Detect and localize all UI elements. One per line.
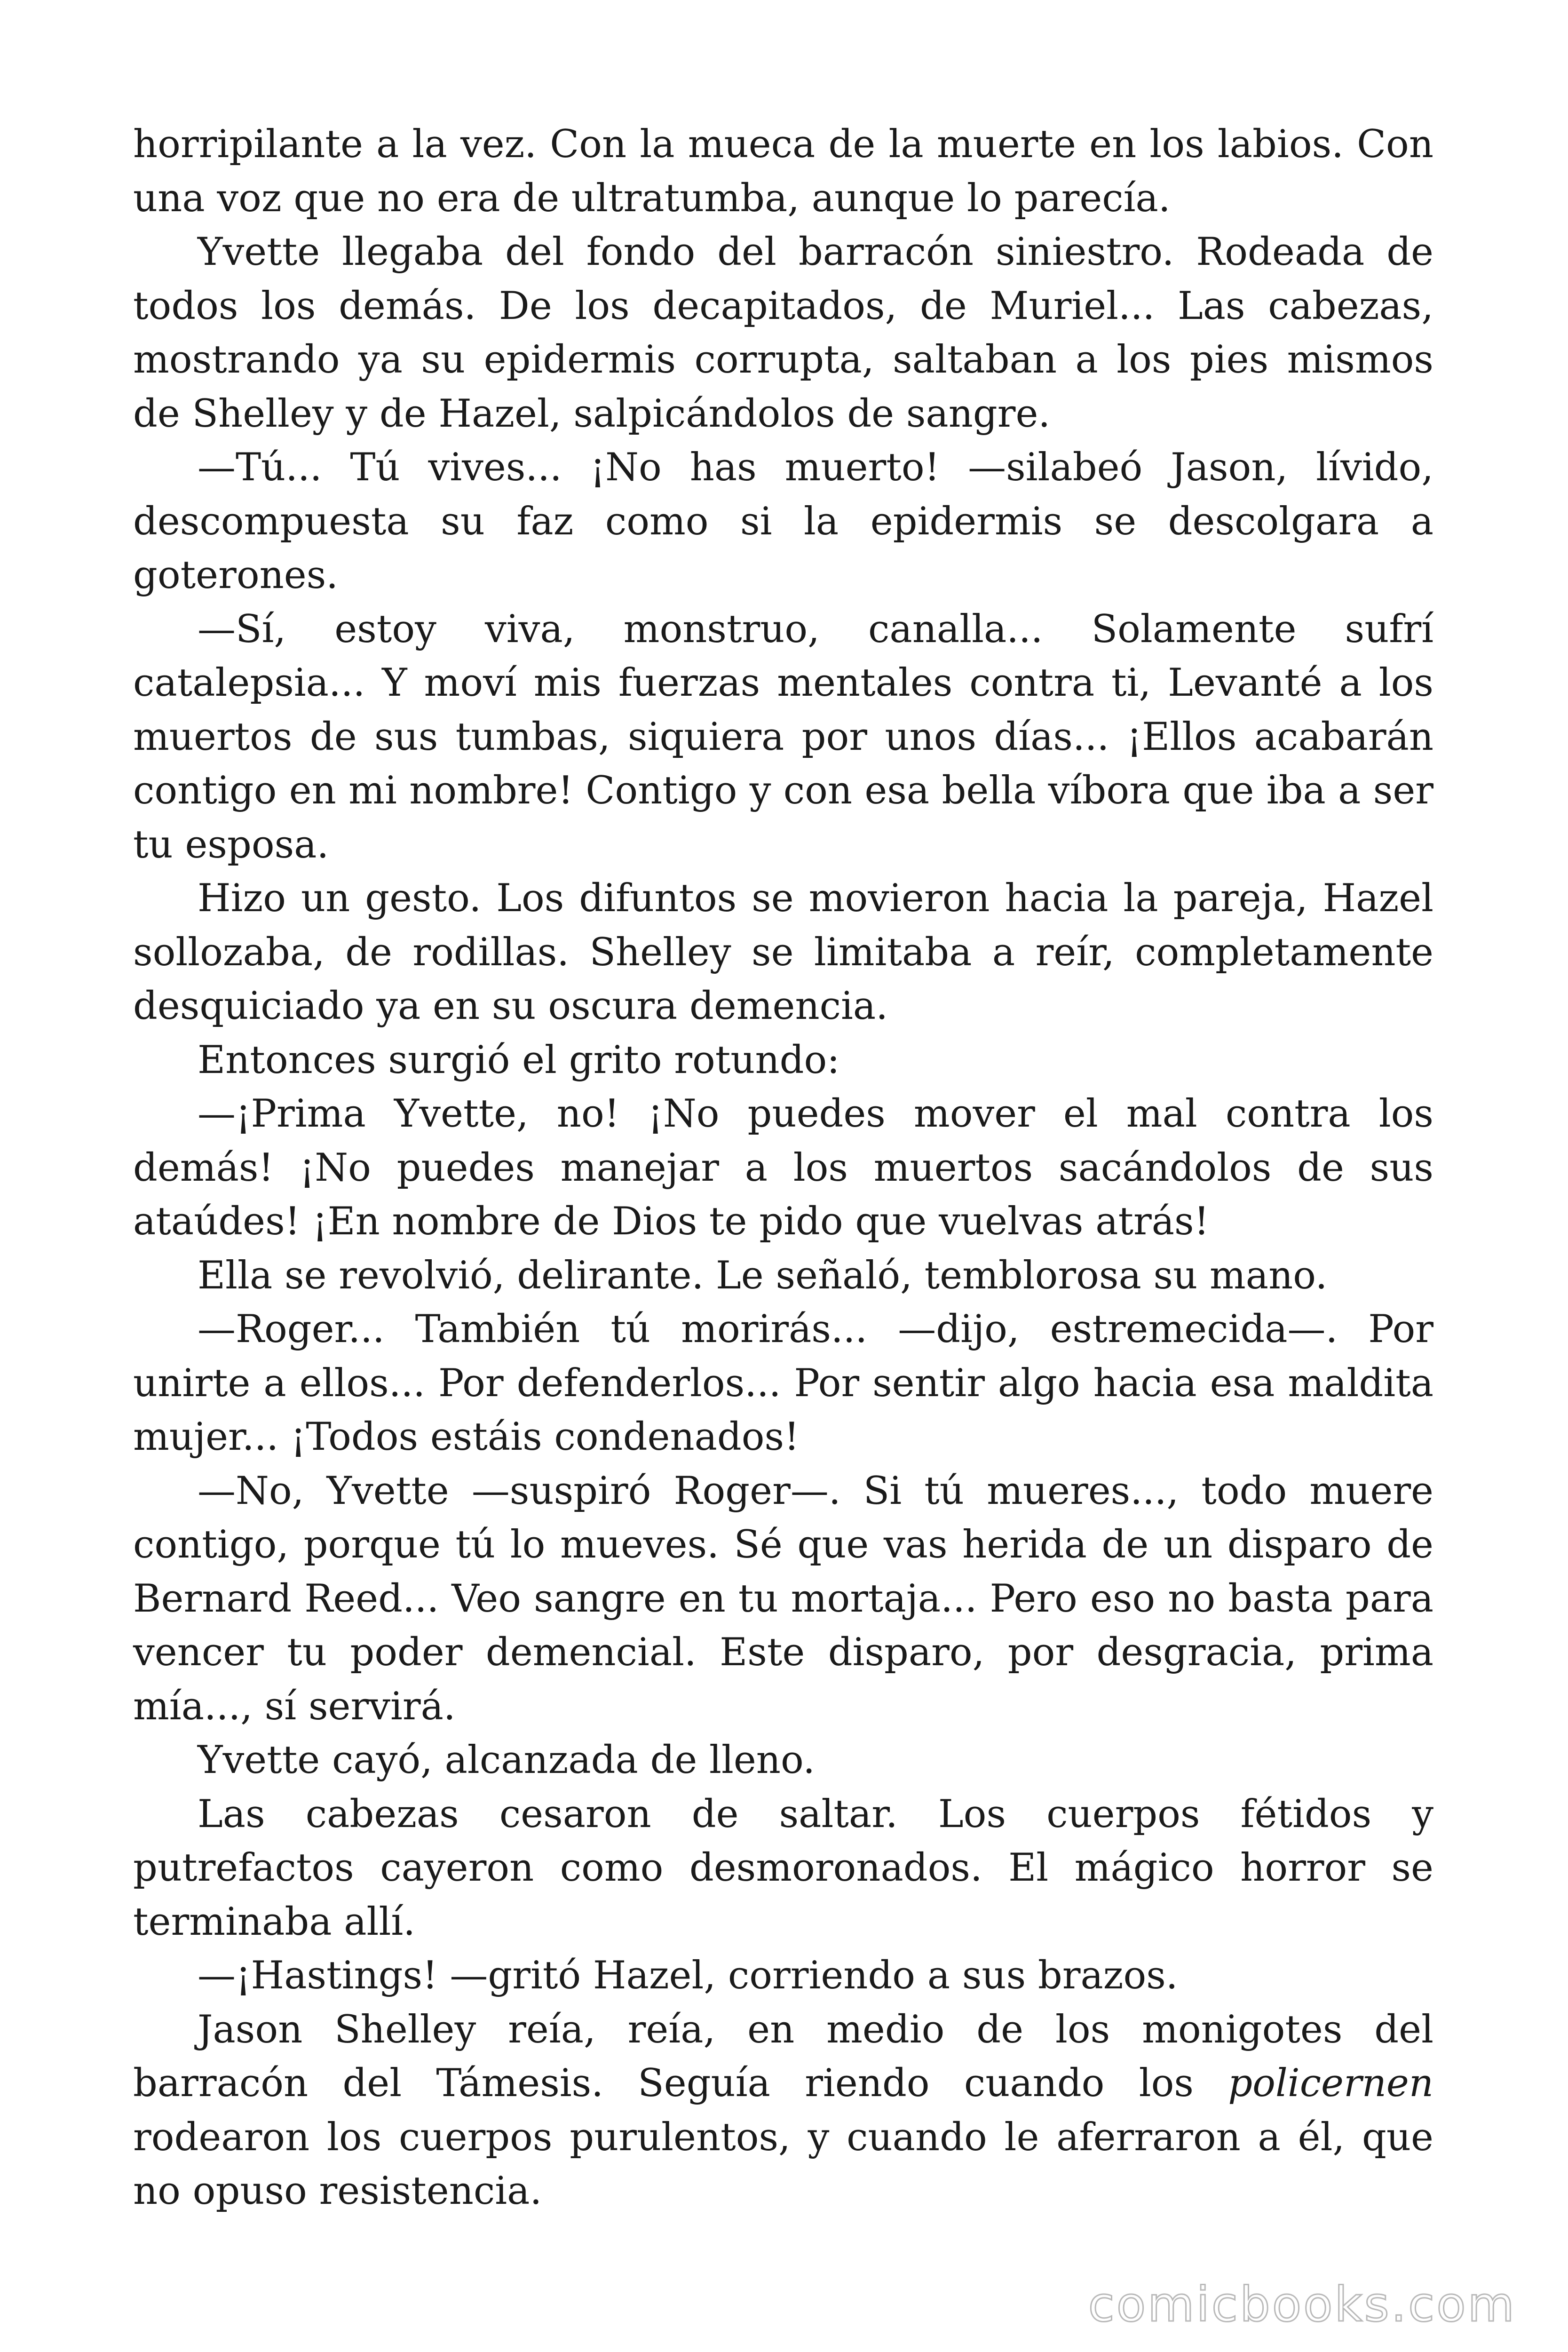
body-text [133, 118, 1433, 2218]
paragraph-last-end: rodearon los cuerpos purulentos, y cuando le aferraron a él, que no opuso resistencia. [133, 2115, 1433, 2213]
paragraph: Hizo un gesto. Los difuntos se movieron hacia la pareja, Hazel sollozaba, de rodillas. Shelley se limitaba a reír, completamente desquiciado ya en su oscura demencia. [133, 876, 1433, 1028]
paragraph: —Tú... Tú vives... ¡No has muerto! —silabeó Jason, lívido, descompuesta su faz como si la epidermis se descolgara a goterones. [133, 445, 1433, 597]
paragraph: Ella se revolvió, delirante. Le señaló, temblorosa su mano. [198, 1253, 1328, 1298]
paragraph: —No, Yvette —suspiró Roger—. Si tú mueres..., todo muere contigo, porque tú lo mueves. Sé que vas herida de un disparo de Bernard Reed... Veo sangre en tu mortaja... Pero eso no basta para vencer tu poder demencial. Este disparo, por desgracia, prima mía..., sí servirá. [133, 1469, 1433, 1729]
paragraph: horripilante a la vez. Con la mueca de la muerte en los labios. Con una voz que no era de ultratumba, aunque lo parecía. [133, 122, 1433, 221]
paragraph: Yvette cayó, alcanzada de lleno. [198, 1738, 816, 1782]
paragraph: —¡Hastings! —gritó Hazel, corriendo a sus brazos. [198, 1954, 1178, 1998]
paragraph: Entonces surgió el grito rotundo: [198, 1038, 840, 1082]
paragraph: Yvette llegaba del fondo del barracón siniestro. Rodeada de todos los demás. De los decapitados, de Muriel... Las cabezas, mostrando ya su epidermis corrupta, saltaban a los pies mismos de Shelley y de Hazel, salpicándolos de sangre. [133, 230, 1433, 436]
italic-word: policernen [1228, 2061, 1433, 2106]
paragraph: —Roger... También tú morirás... —dijo, estremecida—. Por unirte a ellos... Por defenderlos... Por sentir algo hacia esa maldita mujer... ¡Todos estáis condenados! [133, 1307, 1433, 1459]
paragraph: —¡Prima Yvette, no! ¡No puedes mover el mal contra los demás! ¡No puedes manejar a los muertos sacándolos de sus ataúdes! ¡En nombre de Dios te pido que vuelvas atrás! [133, 1092, 1433, 1244]
paragraph: —Sí, estoy viva, monstruo, canalla... Solamente sufrí catalepsia... Y moví mis fuerzas mentales contra ti, Levanté a los muertos de sus tumbas, siquiera por unos días... ¡Ellos acabarán contigo en mi nombre! Contigo y con esa bella víbora que iba a ser tu esposa. [133, 607, 1433, 867]
watermark: comicbooks.com [1088, 2277, 1516, 2333]
paragraph-last [133, 2003, 1433, 2218]
paragraph-last-start: Jason Shelley reía, reía, en medio de los monigotes del barracón del Támesis. Seguía riendo cuando los [133, 2007, 1433, 2106]
paragraph: Las cabezas cesaron de saltar. Los cuerpos fétidos y putrefactos cayeron como desmoronados. El mágico horror se terminaba allí. [133, 1792, 1433, 1944]
